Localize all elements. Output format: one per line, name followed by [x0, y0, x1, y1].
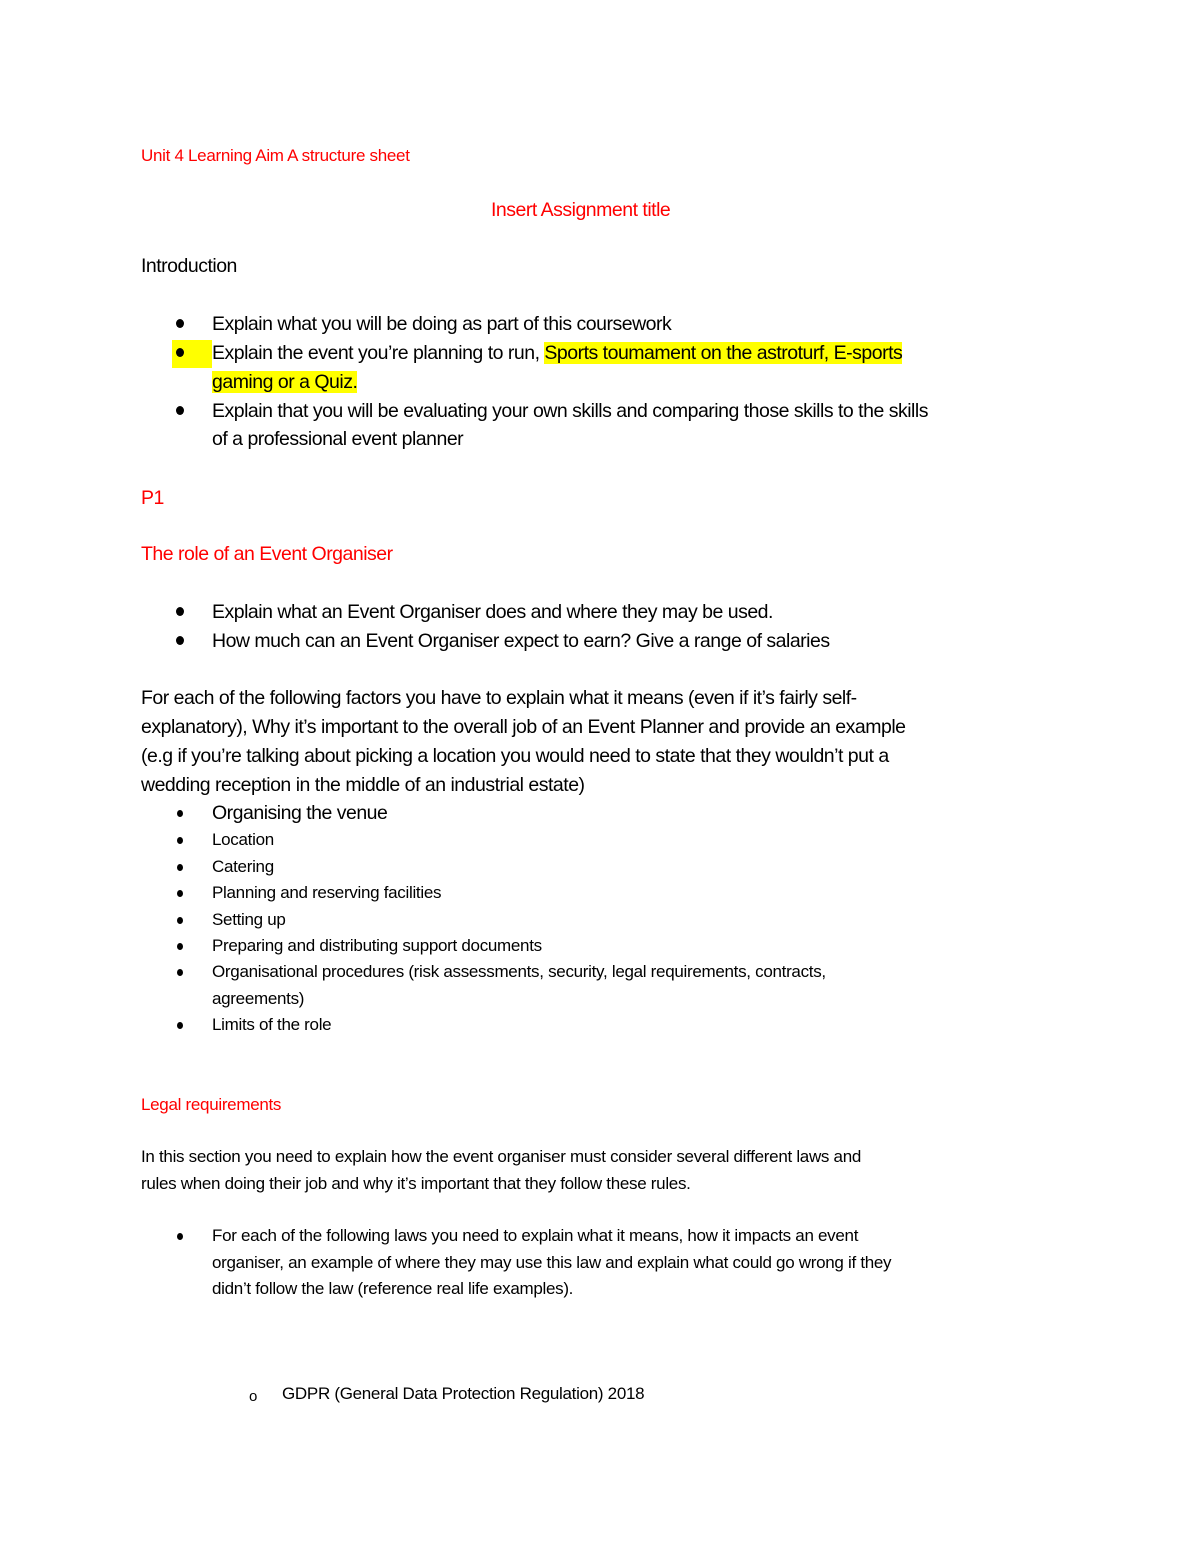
intro-bullet-2-cont: gaming or a Quiz. [212, 371, 358, 393]
factor-item: Limits of the role [212, 1015, 332, 1034]
factors-paragraph-line-2: explanatory), Why it’s important to the overall job of an Event Planner and provide an example [141, 716, 906, 738]
event-options-highlight: Sports toumament on the astroturf, E-sports [544, 342, 903, 364]
bullet-icon [177, 969, 183, 976]
bullet-icon [176, 406, 184, 415]
p1-bullet-1: Explain what an Event Organiser does and where they may be used. [212, 601, 773, 623]
legal-heading: Legal requirements [141, 1095, 282, 1114]
bullet-icon [177, 1022, 183, 1029]
intro-bullet-2: Explain the event you’re planning to run, Sports toumament on the astroturf, E-sports [212, 342, 903, 364]
p1-bullet-2: How much can an Event Organiser expect to earn? Give a range of salaries [212, 630, 830, 652]
factors-paragraph-line-3: (e.g if you’re talking about picking a location you would need to state that they wouldn’t put a [141, 745, 889, 767]
bullet-icon [177, 943, 183, 950]
document-header: Unit 4 Learning Aim A structure sheet [141, 146, 410, 165]
legal-intro-line-2: rules when doing their job and why it’s important that they follow these rules. [141, 1174, 691, 1193]
bullet-icon [176, 607, 184, 616]
factors-paragraph-line-1: For each of the following factors you have to explain what it means (even if it’s fairly self- [141, 687, 857, 709]
law-item-gdpr: GDPR (General Data Protection Regulation) 2018 [282, 1384, 645, 1403]
bullet-icon [177, 864, 183, 871]
bullet-icon [177, 837, 183, 844]
factor-item: Location [212, 830, 274, 849]
factor-item: Organising the venue [212, 802, 388, 824]
factors-paragraph-line-4: wedding reception in the middle of an industrial estate) [141, 774, 585, 796]
factor-item-cont: agreements) [212, 989, 305, 1008]
legal-intro-line-1: In this section you need to explain how the event organiser must consider several different laws and [141, 1147, 862, 1166]
factor-item: Setting up [212, 910, 286, 929]
intro-bullet-3-cont: of a professional event planner [212, 428, 464, 450]
intro-bullet-1: Explain what you will be doing as part of this coursework [212, 313, 672, 335]
intro-bullet-3: Explain that you will be evaluating your own skills and comparing those skills to the skills [212, 400, 928, 422]
p1-label: P1 [141, 487, 164, 509]
circle-bullet-icon: o [249, 1388, 258, 1405]
legal-bullet-line-3: didn’t follow the law (reference real life examples). [212, 1279, 574, 1298]
bullet-icon [176, 319, 184, 328]
factor-item: Preparing and distributing support documents [212, 936, 542, 955]
p1-heading: The role of an Event Organiser [141, 543, 393, 565]
bullet-icon [176, 348, 184, 357]
bullet-icon [177, 890, 183, 897]
legal-bullet-line-1: For each of the following laws you need to explain what it means, how it impacts an event [212, 1226, 859, 1245]
factor-item: Planning and reserving facilities [212, 883, 442, 902]
factor-item: Organisational procedures (risk assessments, security, legal requirements, contracts, [212, 962, 826, 981]
bullet-icon [177, 810, 183, 817]
introduction-heading: Introduction [141, 255, 237, 277]
legal-bullet-line-2: organiser, an example of where they may use this law and explain what could go wrong if they [212, 1253, 892, 1272]
bullet-icon [177, 1233, 183, 1240]
assignment-title: Insert Assignment title [491, 199, 671, 221]
bullet-icon [177, 917, 183, 924]
bullet-icon [176, 636, 184, 645]
factor-item: Catering [212, 857, 274, 876]
